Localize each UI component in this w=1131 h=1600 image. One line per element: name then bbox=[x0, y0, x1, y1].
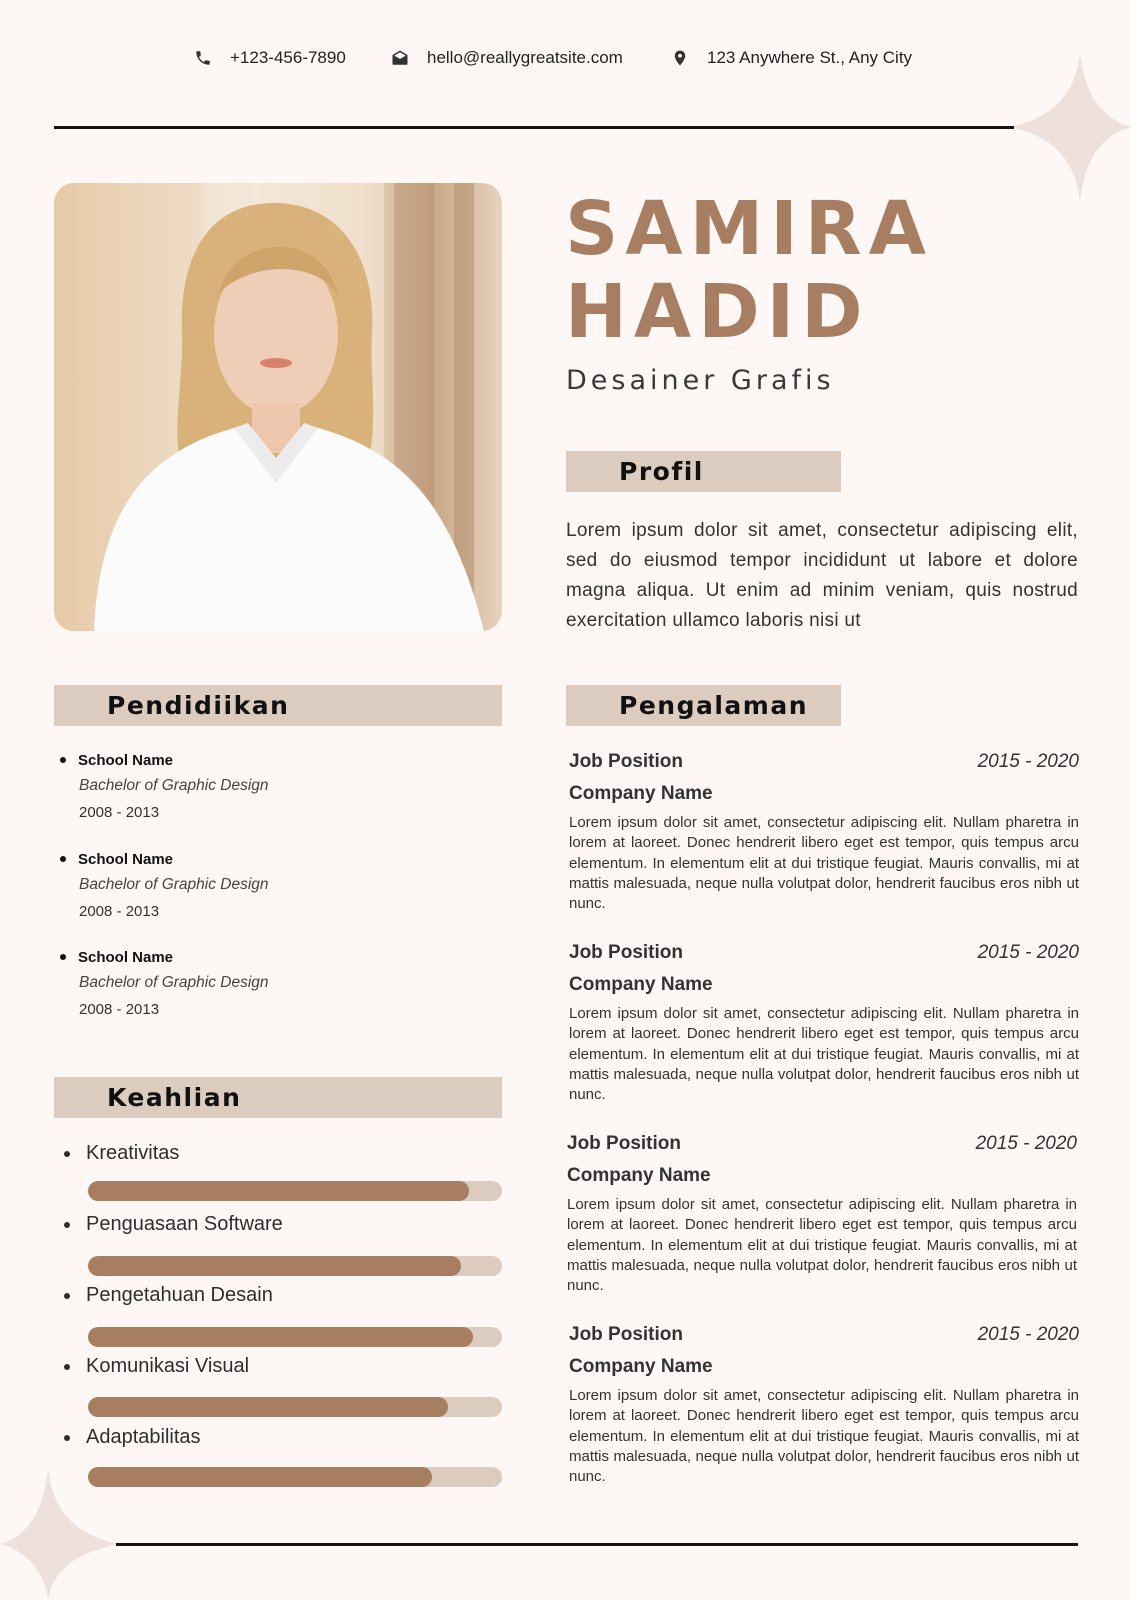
skill-bar-fill bbox=[88, 1256, 461, 1276]
school-name: School Name bbox=[78, 751, 174, 769]
profil-heading: Profil bbox=[566, 451, 841, 492]
experience-heading: Pengalaman bbox=[566, 685, 841, 726]
job-position: Job Position bbox=[569, 942, 683, 963]
skill-label: Penguasaan Software bbox=[86, 1213, 283, 1235]
last-name: HADID bbox=[565, 269, 870, 355]
skill-label: Kreativitas bbox=[86, 1142, 180, 1164]
degree: Bachelor of Graphic Design bbox=[79, 974, 269, 991]
job-years: 2015 - 2020 bbox=[977, 942, 1079, 963]
education-item bbox=[60, 947, 460, 1018]
phone-number: +123-456-7890 bbox=[230, 48, 346, 67]
degree: Bachelor of Graphic Design bbox=[79, 777, 269, 794]
bullet-icon bbox=[64, 1222, 70, 1228]
skill-label: Pengetahuan Desain bbox=[86, 1284, 273, 1306]
skill-item bbox=[64, 1284, 273, 1307]
bullet-icon bbox=[60, 856, 66, 862]
education-years: 2008 - 2013 bbox=[79, 903, 160, 920]
education-item bbox=[60, 849, 460, 920]
company-name: Company Name bbox=[567, 1165, 711, 1186]
job-description: Lorem ipsum dolor sit amet, consectetur adipiscing elit. Nullam pharetra in lorem at laoreet. Donec hendrerit libero eget est tempor, quis tempus arcu elementum. In elementum elit at dui tristique feugiat. Mauris convallis, mi at mattis malesuada, neque nulla volutpat dolor, hendrerit faucibus eros nibh ut nunc. bbox=[569, 814, 1079, 913]
contact-email bbox=[391, 48, 623, 68]
school-name: School Name bbox=[78, 850, 174, 868]
job-title: Desainer Grafis bbox=[566, 365, 835, 396]
company-name: Company Name bbox=[569, 1356, 713, 1377]
skill-bar bbox=[88, 1327, 502, 1347]
job-position: Job Position bbox=[569, 1324, 683, 1345]
sparkle-decoration-bottom-left bbox=[0, 1468, 120, 1600]
job-description: Lorem ipsum dolor sit amet, consectetur adipiscing elit. Nullam pharetra in lorem at laoreet. Donec hendrerit libero eget est tempor, quis tempus arcu elementum. In elementum elit at dui tristique feugiat. Mauris convallis, mi at mattis malesuada, neque nulla volutpat dolor, hendrerit faucibus eros nibh ut nunc. bbox=[569, 1387, 1079, 1486]
experience-item bbox=[569, 751, 1079, 914]
phone-icon bbox=[194, 49, 212, 67]
experience-item bbox=[569, 942, 1079, 1105]
skill-bar-fill bbox=[88, 1397, 448, 1417]
street-address: 123 Anywhere St., Any City bbox=[707, 48, 913, 67]
skill-bar-fill bbox=[88, 1467, 432, 1487]
skill-bar bbox=[88, 1256, 502, 1276]
skill-bar bbox=[88, 1397, 502, 1417]
job-years: 2015 - 2020 bbox=[977, 1324, 1079, 1345]
skill-item bbox=[64, 1355, 249, 1378]
bullet-icon bbox=[60, 954, 66, 960]
education-years: 2008 - 2013 bbox=[79, 804, 160, 821]
job-description: Lorem ipsum dolor sit amet, consectetur adipiscing elit. Nullam pharetra in lorem at laoreet. Donec hendrerit libero eget est tempor, quis tempus arcu elementum. In elementum elit at dui tristique feugiat. Mauris convallis, mi at mattis malesuada, neque nulla volutpat dolor, hendrerit faucibus eros nibh ut nunc. bbox=[569, 1005, 1079, 1104]
bullet-icon bbox=[64, 1151, 70, 1157]
experience-item bbox=[567, 1133, 1077, 1296]
education-years: 2008 - 2013 bbox=[79, 1001, 160, 1018]
skill-label: Adaptabilitas bbox=[86, 1426, 201, 1448]
company-name: Company Name bbox=[569, 783, 713, 804]
education-heading: Pendidiikan bbox=[54, 685, 502, 726]
bullet-icon bbox=[64, 1293, 70, 1299]
profil-text: Lorem ipsum dolor sit amet, consectetur adipiscing elit, sed do eiusmod tempor incididunt ut labore et dolore magna aliqua. Ut enim ad minim veniam, quis nostrud exercitation ullamco laboris nisi ut bbox=[566, 520, 1078, 631]
bullet-icon bbox=[64, 1435, 70, 1441]
first-name: SAMIRA bbox=[565, 186, 933, 272]
skill-bar-fill bbox=[88, 1181, 469, 1201]
contact-phone bbox=[194, 48, 346, 68]
skill-item bbox=[64, 1426, 201, 1449]
education-item bbox=[60, 750, 460, 821]
top-divider bbox=[54, 126, 1014, 129]
skill-bar bbox=[88, 1467, 502, 1487]
job-years: 2015 - 2020 bbox=[977, 751, 1079, 772]
skill-bar bbox=[88, 1181, 502, 1201]
skill-bar-fill bbox=[88, 1327, 473, 1347]
degree: Bachelor of Graphic Design bbox=[79, 876, 269, 893]
job-position: Job Position bbox=[567, 1133, 681, 1154]
company-name: Company Name bbox=[569, 974, 713, 995]
job-years: 2015 - 2020 bbox=[975, 1133, 1077, 1154]
skill-item bbox=[64, 1142, 179, 1165]
bullet-icon bbox=[60, 757, 66, 763]
job-description: Lorem ipsum dolor sit amet, consectetur adipiscing elit. Nullam pharetra in lorem at laoreet. Donec hendrerit libero eget est tempor, quis tempus arcu elementum. In elementum elit at dui tristique feugiat. Mauris convallis, mi at mattis malesuada, neque nulla volutpat dolor, hendrerit faucibus eros nibh ut nunc. bbox=[567, 1196, 1077, 1295]
contact-address bbox=[671, 48, 912, 68]
bullet-icon bbox=[64, 1364, 70, 1370]
skills-heading: Keahlian bbox=[54, 1077, 502, 1118]
school-name: School Name bbox=[78, 948, 174, 966]
profile-photo bbox=[54, 183, 502, 631]
sparkle-decoration-top-right bbox=[1010, 52, 1131, 202]
job-position: Job Position bbox=[569, 751, 683, 772]
envelope-open-icon bbox=[391, 49, 409, 67]
location-pin-icon bbox=[671, 49, 689, 67]
email-address: hello@reallygreatsite.com bbox=[427, 48, 623, 67]
skill-label: Komunikasi Visual bbox=[86, 1355, 250, 1377]
bottom-divider bbox=[116, 1543, 1078, 1546]
experience-item bbox=[569, 1324, 1079, 1487]
skill-item bbox=[64, 1213, 283, 1236]
